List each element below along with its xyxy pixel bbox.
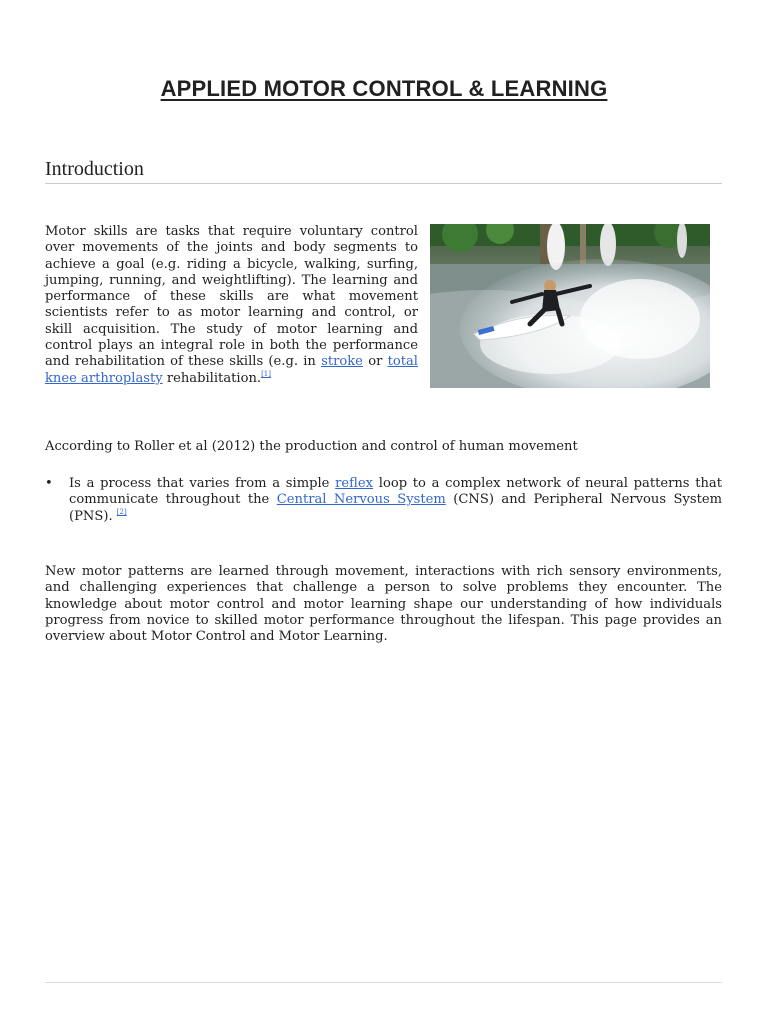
intro-paragraph: [45, 224, 418, 387]
section-heading-introduction: Introduction: [45, 158, 722, 184]
bullet-text-a: Is a process that varies from a simple: [69, 476, 330, 491]
central-nervous-system-link[interactable]: Central Nervous System: [276, 492, 446, 508]
surfer-photo[interactable]: [430, 224, 710, 388]
bullet-text-b: loop to a complex network of neural patterns that communicate throughout the: [69, 476, 722, 508]
bullet-marker: •: [45, 476, 53, 491]
page-title: APPLIED MOTOR CONTROL & LEARNING: [160, 76, 608, 101]
reference-1-link[interactable]: [1]: [261, 369, 271, 378]
reflex-link[interactable]: reflex: [335, 476, 374, 491]
roller-paragraph: According to Roller et al (2012) the production and control of human movement: [45, 439, 578, 454]
footer-divider: [45, 982, 722, 983]
stroke-link[interactable]: stroke: [321, 354, 363, 370]
bullet-text-c: (CNS) and Peripheral Nervous System (PNS).: [69, 492, 723, 524]
intro-text-end: rehabilitation.: [166, 370, 262, 386]
reference-2-link[interactable]: [2]: [116, 507, 127, 516]
total-knee-arthroplasty-link[interactable]: total knee arthroplasty: [45, 354, 418, 386]
movement-bullet-list: [45, 476, 722, 525]
intro-text: Motor skills are tasks that require voluntary control over movements of the joints and body segments to achieve a goal (e.g. riding a bicycle, walking, surfing, jumping, running, and weightlifting). The learning and performance of these skills are what movement scientists refer to as motor learning and control, or skill acquisition. The study of motor learning and control plays an integral role in both the performance and rehabilitation of these skills (e.g. in: [45, 224, 418, 370]
intro-or: or: [368, 354, 383, 370]
list-item: [45, 476, 722, 525]
motor-patterns-paragraph: New motor patterns are learned through movement, interactions with rich sensory environments, and challenging experiences that challenge a person to solve problems they encounter. The knowledge about motor control and motor learning shape our understanding of how individuals progress from novice to skilled motor performance throughout the lifespan. This page provides an overview about Motor Control and Motor Learning.: [45, 564, 722, 645]
surfer-photo-image: [430, 224, 710, 388]
